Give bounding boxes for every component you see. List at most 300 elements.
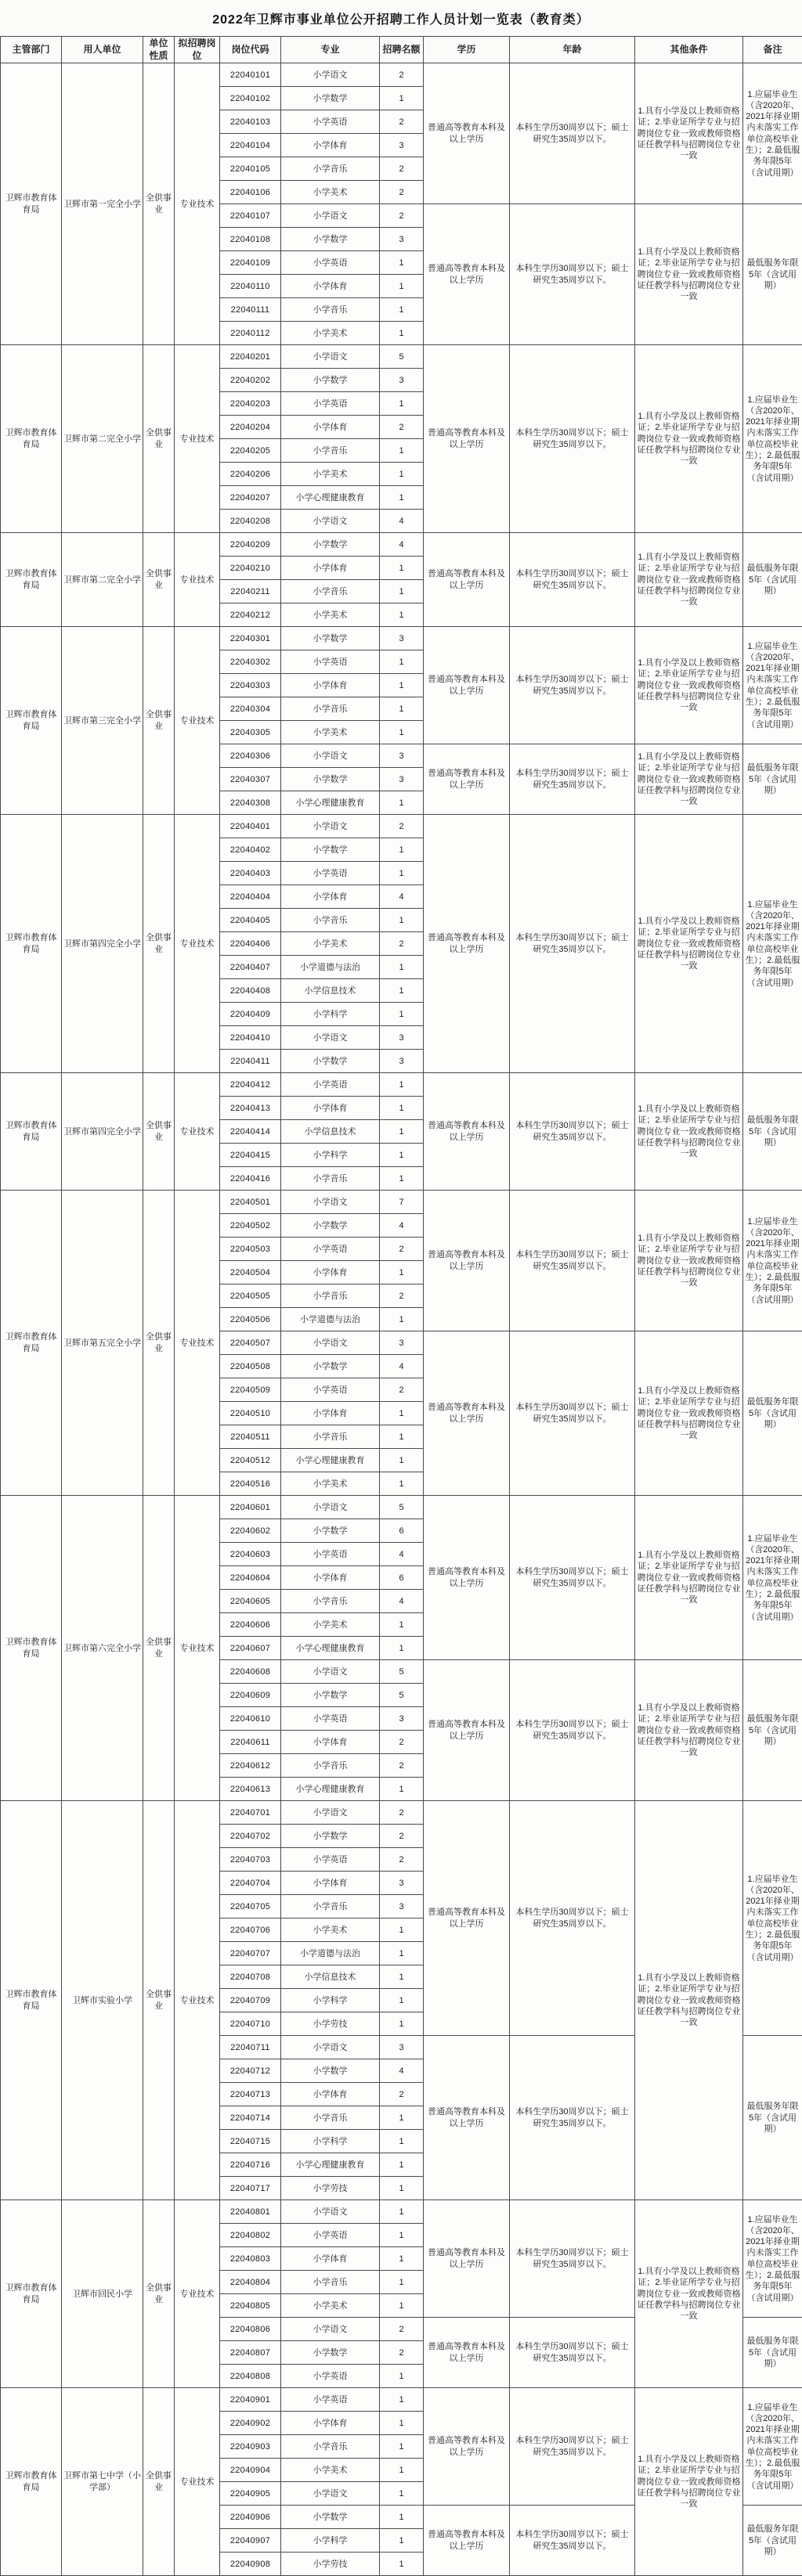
cell-code: 22040402 [220, 838, 281, 862]
cell-major: 小学体育 [281, 1731, 380, 1754]
cell-code: 22040501 [220, 1191, 281, 1214]
cell-education: 普通高等教育本科及以上学历 [424, 2200, 510, 2318]
cell-code: 22040706 [220, 1918, 281, 1942]
header-row [1, 37, 802, 63]
cell-code: 22040607 [220, 1637, 281, 1660]
cell-quota: 1 [380, 1003, 424, 1026]
cell-dept: 卫辉市教育体育局 [1, 533, 62, 627]
cell-quota: 1 [380, 1965, 424, 1989]
cell-major: 小学心理健康教育 [281, 1637, 380, 1660]
cell-quota: 1 [380, 2271, 424, 2294]
cell-quota: 2 [380, 1284, 424, 1308]
cell-code: 22040603 [220, 1543, 281, 1566]
cell-code: 22040803 [220, 2247, 281, 2271]
cell-code: 22040613 [220, 1778, 281, 1801]
cell-code: 22040108 [220, 228, 281, 251]
cell-code: 22040612 [220, 1754, 281, 1778]
cell-other: 1.具有小学及以上教师资格证；2.毕业证所学专业与招聘岗位专业一致或教师资格证任教学科与招聘岗位专业一致 [635, 1191, 743, 1331]
cell-major: 小学语文 [281, 2036, 380, 2059]
cell-major: 小学音乐 [281, 1590, 380, 1613]
cell-quota: 1 [380, 1308, 424, 1331]
cell-major: 小学数学 [281, 2059, 380, 2083]
cell-code: 22040905 [220, 2482, 281, 2506]
cell-code: 22040105 [220, 157, 281, 181]
cell-quota: 1 [380, 1449, 424, 1472]
cell-quota: 3 [380, 1050, 424, 1073]
cell-major: 小学科学 [281, 1144, 380, 1167]
cell-quota: 1 [380, 1167, 424, 1191]
cell-education: 普通高等教育本科及以上学历 [424, 2318, 510, 2388]
cell-code: 22040411 [220, 1050, 281, 1073]
cell-other: 1.具有小学及以上教师资格证；2.毕业证所学专业与招聘岗位专业一致或教师资格证任教学科与招聘岗位专业一致 [635, 1801, 743, 2200]
cell-code: 22040207 [220, 486, 281, 510]
cell-employer-0: 卫辉市第一完全小学 [62, 63, 143, 345]
cell-major: 小学体育 [281, 674, 380, 697]
cell-code: 22040713 [220, 2083, 281, 2106]
cell-quota: 2 [380, 1754, 424, 1778]
cell-major: 小学美术 [281, 463, 380, 486]
cell-quota: 2 [380, 157, 424, 181]
cell-major: 小学美术 [281, 603, 380, 627]
cell-quota: 3 [380, 1895, 424, 1918]
cell-quota: 1 [380, 838, 424, 862]
cell-code: 22040712 [220, 2059, 281, 2083]
cell-code: 22040104 [220, 134, 281, 157]
cell-remark: 最低服务年限5年（含试用期） [743, 533, 802, 627]
cell-major: 小学心理健康教育 [281, 1778, 380, 1801]
cell-code: 22040307 [220, 768, 281, 791]
cell-quota: 5 [380, 1684, 424, 1707]
cell-code: 22040506 [220, 1308, 281, 1331]
cell-nature: 全供事业 [143, 533, 175, 627]
cell-major: 小学音乐 [281, 1167, 380, 1191]
cell-code: 22040101 [220, 63, 281, 87]
cell-code: 22040703 [220, 1848, 281, 1872]
cell-code: 22040610 [220, 1707, 281, 1731]
page-title: 2022年卫辉市事业单位公开招聘工作人员计划一览表（教育类） [0, 0, 802, 36]
cell-quota: 3 [380, 768, 424, 791]
table-row [1, 63, 802, 87]
cell-quota: 4 [380, 885, 424, 909]
cell-quota: 3 [380, 2036, 424, 2059]
cell-code: 22040407 [220, 956, 281, 979]
cell-post: 专业技术 [175, 627, 220, 815]
cell-education: 普通高等教育本科及以上学历 [424, 627, 510, 744]
cell-major: 小学数学 [281, 228, 380, 251]
cell-quota: 1 [380, 697, 424, 721]
cell-major: 小学英语 [281, 1543, 380, 1566]
cell-post: 专业技术 [175, 2200, 220, 2388]
cell-post: 专业技术 [175, 815, 220, 1073]
cell-code: 22040611 [220, 1731, 281, 1754]
cell-nature: 全供事业 [143, 1073, 175, 1191]
cell-major: 小学语文 [281, 815, 380, 838]
cell-major: 小学英语 [281, 2365, 380, 2388]
table-row [1, 627, 802, 650]
cell-quota: 1 [380, 1402, 424, 1425]
cell-quota: 6 [380, 1566, 424, 1590]
cell-code: 22040403 [220, 862, 281, 885]
cell-major: 小学语文 [281, 1191, 380, 1214]
cell-code: 22040212 [220, 603, 281, 627]
cell-major: 小学英语 [281, 1848, 380, 1872]
cell-age: 本科生学历30周岁以下；硕士研究生35周岁以下。 [510, 204, 635, 345]
cell-quota: 1 [380, 2200, 424, 2224]
cell-major: 小学美术 [281, 721, 380, 744]
cell-major: 小学道德与法治 [281, 1308, 380, 1331]
cell-remark: 1.应届毕业生（含2020年、2021年择业期内未落实工作单位高校毕业生）；2.最低服务年限5年（含试用期） [743, 1801, 802, 2036]
cell-dept: 卫辉市教育体育局 [1, 1496, 62, 1801]
cell-major: 小学数学 [281, 627, 380, 650]
cell-quota: 1 [380, 674, 424, 697]
cell-quota: 2 [380, 204, 424, 228]
cell-major: 小学体育 [281, 1872, 380, 1895]
cell-quota: 1 [380, 2247, 424, 2271]
cell-age: 本科生学历30周岁以下；硕士研究生35周岁以下。 [510, 2506, 635, 2576]
cell-age: 本科生学历30周岁以下；硕士研究生35周岁以下。 [510, 2036, 635, 2200]
table-row [1, 1191, 802, 1214]
table-row [1, 533, 802, 557]
cell-quota: 1 [380, 2294, 424, 2318]
table-row [1, 1073, 802, 1097]
cell-education: 普通高等教育本科及以上学历 [424, 815, 510, 1073]
cell-major: 小学音乐 [281, 580, 380, 603]
cell-code: 22040908 [220, 2553, 281, 2576]
cell-age: 本科生学历30周岁以下；硕士研究生35周岁以下。 [510, 1073, 635, 1191]
cell-major: 小学英语 [281, 862, 380, 885]
table-row [1, 2388, 802, 2412]
cell-education: 普通高等教育本科及以上学历 [424, 1331, 510, 1496]
cell-quota: 2 [380, 1848, 424, 1872]
cell-code: 22040110 [220, 275, 281, 298]
cell-major: 小学语文 [281, 2318, 380, 2341]
cell-quota: 2 [380, 1238, 424, 1261]
cell-major: 小学语文 [281, 1026, 380, 1050]
cell-quota: 3 [380, 1026, 424, 1050]
cell-code: 22040308 [220, 791, 281, 815]
cell-quota: 6 [380, 1519, 424, 1543]
cell-code: 22040401 [220, 815, 281, 838]
cell-age: 本科生学历30周岁以下；硕士研究生35周岁以下。 [510, 815, 635, 1073]
cell-code: 22040604 [220, 1566, 281, 1590]
cell-other: 1.具有小学及以上教师资格证；2.毕业证所学专业与招聘岗位专业一致或教师资格证任教学科与招聘岗位专业一致 [635, 1073, 743, 1191]
cell-education: 普通高等教育本科及以上学历 [424, 2506, 510, 2576]
column-header-7: 学历 [424, 37, 510, 63]
cell-quota: 3 [380, 369, 424, 392]
cell-code: 22040210 [220, 557, 281, 580]
cell-dept: 卫辉市教育体育局 [1, 1801, 62, 2200]
column-header-3: 拟招聘岗位 [175, 37, 220, 63]
cell-employer-8: 卫辉市第七中学（小学部） [62, 2388, 143, 2576]
cell-quota: 1 [380, 2130, 424, 2153]
cell-code: 22040902 [220, 2412, 281, 2435]
cell-quota: 1 [380, 1613, 424, 1637]
cell-code: 22040609 [220, 1684, 281, 1707]
cell-quota: 1 [380, 275, 424, 298]
cell-code: 22040714 [220, 2106, 281, 2130]
cell-major: 小学劳技 [281, 2177, 380, 2200]
cell-major: 小学音乐 [281, 298, 380, 322]
cell-employer-3: 卫辉市第四完全小学 [62, 815, 143, 1073]
cell-major: 小学数学 [281, 1684, 380, 1707]
cell-code: 22040408 [220, 979, 281, 1003]
cell-major: 小学体育 [281, 2412, 380, 2435]
cell-nature: 全供事业 [143, 63, 175, 345]
cell-code: 22040707 [220, 1942, 281, 1965]
cell-code: 22040209 [220, 533, 281, 557]
cell-code: 22040112 [220, 322, 281, 345]
cell-major: 小学科学 [281, 2529, 380, 2553]
cell-quota: 1 [380, 463, 424, 486]
cell-major: 小学体育 [281, 2247, 380, 2271]
cell-code: 22040205 [220, 439, 281, 463]
cell-quota: 1 [380, 2177, 424, 2200]
cell-quota: 4 [380, 1355, 424, 1378]
cell-major: 小学道德与法治 [281, 956, 380, 979]
table-row [1, 815, 802, 838]
cell-quota: 2 [380, 1801, 424, 1825]
cell-major: 小学数学 [281, 533, 380, 557]
cell-quota: 2 [380, 2083, 424, 2106]
cell-major: 小学音乐 [281, 697, 380, 721]
cell-major: 小学体育 [281, 885, 380, 909]
cell-code: 22040704 [220, 1872, 281, 1895]
cell-nature: 全供事业 [143, 345, 175, 533]
cell-code: 22040701 [220, 1801, 281, 1825]
cell-other: 1.具有小学及以上教师资格证；2.毕业证所学专业与招聘岗位专业一致或教师资格证任教学科与招聘岗位专业一致 [635, 815, 743, 1073]
cell-age: 本科生学历30周岁以下；硕士研究生35周岁以下。 [510, 533, 635, 627]
cell-code: 22040705 [220, 1895, 281, 1918]
cell-other: 1.具有小学及以上教师资格证；2.毕业证所学专业与招聘岗位专业一致或教师资格证任教学科与招聘岗位专业一致 [635, 1660, 743, 1801]
cell-major: 小学语文 [281, 204, 380, 228]
cell-code: 22040901 [220, 2388, 281, 2412]
cell-remark: 1.应届毕业生（含2020年、2021年择业期内未落实工作单位高校毕业生）；2.最低服务年限5年（含试用期） [743, 2200, 802, 2318]
table-row [1, 345, 802, 369]
cell-remark: 最低服务年限5年（含试用期） [743, 2318, 802, 2388]
cell-education: 普通高等教育本科及以上学历 [424, 1073, 510, 1191]
cell-major: 小学体育 [281, 1261, 380, 1284]
column-header-4: 岗位代码 [220, 37, 281, 63]
cell-quota: 5 [380, 345, 424, 369]
cell-age: 本科生学历30周岁以下；硕士研究生35周岁以下。 [510, 1660, 635, 1801]
cell-education: 普通高等教育本科及以上学历 [424, 1660, 510, 1801]
cell-code: 22040711 [220, 2036, 281, 2059]
cell-quota: 1 [380, 1472, 424, 1496]
cell-dept: 卫辉市教育体育局 [1, 1191, 62, 1496]
cell-quota: 3 [380, 627, 424, 650]
cell-dept: 卫辉市教育体育局 [1, 63, 62, 345]
cell-education: 普通高等教育本科及以上学历 [424, 533, 510, 627]
cell-quota: 1 [380, 2412, 424, 2435]
cell-code: 22040301 [220, 627, 281, 650]
cell-education: 普通高等教育本科及以上学历 [424, 345, 510, 533]
column-header-8: 年龄 [510, 37, 635, 63]
column-header-10: 备注 [743, 37, 802, 63]
cell-dept: 卫辉市教育体育局 [1, 627, 62, 815]
cell-code: 22040710 [220, 2012, 281, 2036]
cell-major: 小学数学 [281, 1519, 380, 1543]
cell-major: 小学科学 [281, 1003, 380, 1026]
cell-quota: 3 [380, 228, 424, 251]
cell-major: 小学英语 [281, 1378, 380, 1402]
cell-major: 小学音乐 [281, 2106, 380, 2130]
cell-code: 22040907 [220, 2529, 281, 2553]
cell-other: 1.具有小学及以上教师资格证；2.毕业证所学专业与招聘岗位专业一致或教师资格证任教学科与招聘岗位专业一致 [635, 744, 743, 815]
cell-major: 小学心理健康教育 [281, 486, 380, 510]
cell-major: 小学音乐 [281, 2435, 380, 2459]
cell-remark: 1.应届毕业生（含2020年、2021年择业期内未落实工作单位高校毕业生）；2.最低服务年限5年（含试用期） [743, 63, 802, 204]
cell-quota: 4 [380, 1590, 424, 1613]
cell-age: 本科生学历30周岁以下；硕士研究生35周岁以下。 [510, 1331, 635, 1496]
cell-code: 22040204 [220, 416, 281, 439]
cell-code: 22040414 [220, 1120, 281, 1144]
cell-quota: 2 [380, 1378, 424, 1402]
cell-quota: 7 [380, 1191, 424, 1214]
cell-quota: 1 [380, 439, 424, 463]
cell-major: 小学音乐 [281, 1754, 380, 1778]
cell-major: 小学数学 [281, 2506, 380, 2529]
cell-major: 小学音乐 [281, 157, 380, 181]
cell-major: 小学语文 [281, 1331, 380, 1355]
cell-major: 小学英语 [281, 1707, 380, 1731]
cell-code: 22040405 [220, 909, 281, 932]
cell-code: 22040512 [220, 1449, 281, 1472]
cell-age: 本科生学历30周岁以下；硕士研究生35周岁以下。 [510, 744, 635, 815]
cell-quota: 1 [380, 2365, 424, 2388]
cell-major: 小学体育 [281, 1097, 380, 1120]
cell-code: 22040404 [220, 885, 281, 909]
cell-code: 22040717 [220, 2177, 281, 2200]
cell-education: 普通高等教育本科及以上学历 [424, 1496, 510, 1660]
cell-code: 22040502 [220, 1214, 281, 1238]
cell-major: 小学信息技术 [281, 1965, 380, 1989]
cell-nature: 全供事业 [143, 1496, 175, 1801]
cell-code: 22040904 [220, 2459, 281, 2482]
cell-employer-5: 卫辉市第六完全小学 [62, 1496, 143, 1801]
cell-major: 小学体育 [281, 557, 380, 580]
cell-quota: 5 [380, 1660, 424, 1684]
cell-education: 普通高等教育本科及以上学历 [424, 744, 510, 815]
cell-major: 小学美术 [281, 2294, 380, 2318]
cell-code: 22040906 [220, 2506, 281, 2529]
cell-remark: 最低服务年限5年（含试用期） [743, 2036, 802, 2200]
cell-post: 专业技术 [175, 2388, 220, 2576]
cell-code: 22040807 [220, 2341, 281, 2365]
column-header-2: 单位性质 [143, 37, 175, 63]
cell-quota: 1 [380, 2506, 424, 2529]
cell-code: 22040608 [220, 1660, 281, 1684]
cell-major: 小学音乐 [281, 909, 380, 932]
cell-code: 22040511 [220, 1425, 281, 1449]
cell-major: 小学英语 [281, 251, 380, 275]
cell-dept: 卫辉市教育体育局 [1, 345, 62, 533]
cell-quota: 1 [380, 2106, 424, 2130]
cell-code: 22040605 [220, 1590, 281, 1613]
cell-major: 小学音乐 [281, 1895, 380, 1918]
cell-other: 1.具有小学及以上教师资格证；2.毕业证所学专业与招聘岗位专业一致或教师资格证任教学科与招聘岗位专业一致 [635, 2200, 743, 2388]
cell-major: 小学数学 [281, 2341, 380, 2365]
cell-other: 1.具有小学及以上教师资格证；2.毕业证所学专业与招聘岗位专业一致或教师资格证任教学科与招聘岗位专业一致 [635, 2388, 743, 2576]
cell-quota: 4 [380, 510, 424, 533]
cell-remark: 1.应届毕业生（含2020年、2021年择业期内未落实工作单位高校毕业生）；2.最低服务年限5年（含试用期） [743, 1191, 802, 1331]
cell-other: 1.具有小学及以上教师资格证；2.毕业证所学专业与招聘岗位专业一致或教师资格证任教学科与招聘岗位专业一致 [635, 63, 743, 204]
cell-code: 22040103 [220, 110, 281, 134]
cell-major: 小学心理健康教育 [281, 2153, 380, 2177]
cell-quota: 2 [380, 110, 424, 134]
cell-nature: 全供事业 [143, 1801, 175, 2200]
cell-post: 专业技术 [175, 1073, 220, 1191]
cell-code: 22040203 [220, 392, 281, 416]
cell-quota: 2 [380, 815, 424, 838]
cell-nature: 全供事业 [143, 2388, 175, 2576]
column-header-5: 专业 [281, 37, 380, 63]
cell-quota: 2 [380, 2318, 424, 2341]
cell-employer-7: 卫辉市回民小学 [62, 2200, 143, 2388]
cell-major: 小学语文 [281, 63, 380, 87]
cell-remark: 最低服务年限5年（含试用期） [743, 744, 802, 815]
cell-dept: 卫辉市教育体育局 [1, 2200, 62, 2388]
cell-quota: 2 [380, 181, 424, 204]
cell-major: 小学语文 [281, 1496, 380, 1519]
cell-code: 22040413 [220, 1097, 281, 1120]
cell-quota: 3 [380, 1872, 424, 1895]
cell-major: 小学美术 [281, 1918, 380, 1942]
cell-quota: 1 [380, 1989, 424, 2012]
cell-quota: 5 [380, 1496, 424, 1519]
cell-post: 专业技术 [175, 1191, 220, 1496]
cell-dept: 卫辉市教育体育局 [1, 2388, 62, 2576]
cell-code: 22040211 [220, 580, 281, 603]
cell-code: 22040806 [220, 2318, 281, 2341]
cell-quota: 1 [380, 87, 424, 110]
cell-major: 小学道德与法治 [281, 1942, 380, 1965]
cell-age: 本科生学历30周岁以下；硕士研究生35周岁以下。 [510, 63, 635, 204]
cell-major: 小学语文 [281, 2200, 380, 2224]
cell-quota: 4 [380, 533, 424, 557]
cell-employer-6: 卫辉市实验小学 [62, 1801, 143, 2200]
cell-age: 本科生学历30周岁以下；硕士研究生35周岁以下。 [510, 627, 635, 744]
cell-quota: 3 [380, 1707, 424, 1731]
cell-remark: 1.应届毕业生（含2020年、2021年择业期内未落实工作单位高校毕业生）；2.最低服务年限5年（含试用期） [743, 815, 802, 1073]
cell-code: 22040507 [220, 1331, 281, 1355]
cell-major: 小学美术 [281, 2459, 380, 2482]
column-header-0: 主管部门 [1, 37, 62, 63]
cell-major: 小学数学 [281, 369, 380, 392]
cell-education: 普通高等教育本科及以上学历 [424, 63, 510, 204]
cell-code: 22040808 [220, 2365, 281, 2388]
cell-quota: 3 [380, 134, 424, 157]
table-row [1, 1496, 802, 1519]
cell-quota: 1 [380, 1097, 424, 1120]
cell-age: 本科生学历30周岁以下；硕士研究生35周岁以下。 [510, 1801, 635, 2036]
cell-quota: 1 [380, 2153, 424, 2177]
cell-code: 22040505 [220, 1284, 281, 1308]
cell-remark: 1.应届毕业生（含2020年、2021年择业期内未落实工作单位高校毕业生）；2.最低服务年限5年（含试用期） [743, 1496, 802, 1660]
cell-code: 22040410 [220, 1026, 281, 1050]
cell-major: 小学英语 [281, 650, 380, 674]
cell-post: 专业技术 [175, 63, 220, 345]
cell-major: 小学数学 [281, 768, 380, 791]
cell-major: 小学音乐 [281, 1284, 380, 1308]
cell-quota: 2 [380, 63, 424, 87]
cell-quota: 1 [380, 1120, 424, 1144]
cell-code: 22040306 [220, 744, 281, 768]
cell-quota: 1 [380, 2435, 424, 2459]
cell-code: 22040201 [220, 345, 281, 369]
cell-major: 小学美术 [281, 1472, 380, 1496]
cell-quota: 1 [380, 956, 424, 979]
cell-major: 小学心理健康教育 [281, 1449, 380, 1472]
